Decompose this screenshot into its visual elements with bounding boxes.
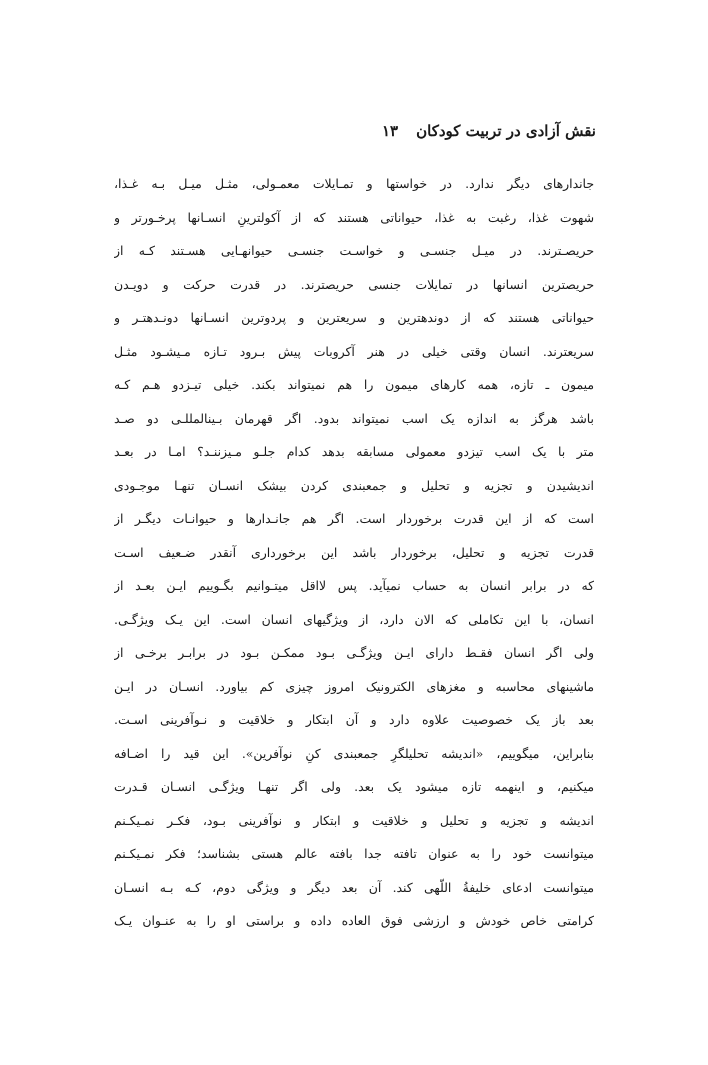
text-line: انسان، با این تکاملی که الان دارد، از ویژگیهای انسان است. این یـک ویژگـی. (114, 611, 594, 627)
text-line: ولی اگر انسان فقـط دارای ایـن ویژگـی بـود ممکـن بـود در برابـر برخـی از (114, 645, 594, 660)
text-line: حریصترین انسانها در تمایلات جنسی حریصترند. در قدرت حرکت و دویـدن (114, 276, 594, 292)
text-line: اندیشه و تجزیه و تحلیل و خلاقیت و ابتکار و نوآفرینی بـود، فکـر نمـیکـنم (114, 812, 594, 828)
text-line: است که از این قدرت برخوردار است. اگر هم جانـدارها و حیوانـات دیگـر از (114, 511, 594, 526)
running-header-title: نقش آزادی در تربیت کودکان (416, 122, 596, 140)
text-line: میتوانست خود را به عنوان تافته جدا بافته عالم هستی بشناسد؛ فکر نمـیکـنم (114, 846, 594, 861)
text-line: باشد هرگز به اندازه یک اسب نمیتواند بدود. اگر قهرمان بـینالمللـی دو صـد (114, 410, 594, 426)
text-line: جاندارهای دیگر ندارد. در خواستها و تمـایلات معمـولی، مثـل میـل بـه غـذا، (114, 176, 594, 191)
text-line: بعد باز یک خصوصیت علاوه دارد و آن ابتکار و خلاقیت و نـوآفرینی اسـت. (114, 712, 594, 727)
text-line: متر با یک اسب تیزدو معمولی مسابقه بدهد کدام جلـو مـیزننـد؟ امـا در بعـد (114, 444, 594, 459)
text-line: میکنیم، و اینهمه تازه میشود یک بعد. ولی اگر تنهـا ویژگـی انسـان قـدرت (114, 779, 594, 794)
text-line: سریعترند. انسان وقتی خیلی در هنر آکروبات پیش بـرود تـازه مـیشـود مثـل (114, 343, 594, 359)
text-line: میمون ـ تازه، همه کارهای میمون را هم نمیتواند بکند. خیلی تیـزدو هـم کـه (114, 377, 594, 392)
running-header (112, 117, 596, 145)
text-line: حیواناتی هستند که از دوندهترین و سریعترین و پردوترین انسـانها دونـدهتـر و (114, 310, 594, 325)
text-line: میتوانست ادعای خلیفةُ اللّهی کند. آن بعد دیگر و ویژگی دوم، کـه بـه انسـان (114, 879, 594, 895)
text-line: که در برابر انسان به حساب نمیآید. پس لااقل میتـوانیم بگـوییم ایـن بعـد از (114, 578, 594, 593)
text-line: قدرت تجزیه و تحلیل، برخوردار باشد این برخورداری آنقدر ضـعیف اسـت (114, 544, 594, 560)
text-line: اندیشیدن و تجزیه و تحلیل و جمعبندی کردن بیشک انسـان تنهـا موجـودی (114, 477, 594, 493)
text-line: شهوت غذا، رغبت به غذا، حیواناتی هستند که از آکولترینِ انسـانها پرخـورتر و (114, 209, 594, 225)
text-line: بنابراین، میگوییم، «اندیشه تحلیلگرِ جمعبندی کنِ نوآفرین». این قید را اضـافه (114, 745, 594, 761)
page-number: ۱۳ (381, 122, 399, 140)
text-line: کرامتی خاص خودش و ارزشی فوق العاده داده و براستی او را به عنـوان یـک (114, 913, 594, 928)
text-line: حریصـترند. در میـل جنسـی و خواسـت جنسـی حیوانهـایی هسـتند کـه از (114, 243, 594, 258)
body-text (114, 167, 594, 938)
text-line: ماشینهای محاسبه و مغزهای الکترونیک امروز چیزی کم بیاورد. انسـان در ایـن (114, 678, 594, 694)
